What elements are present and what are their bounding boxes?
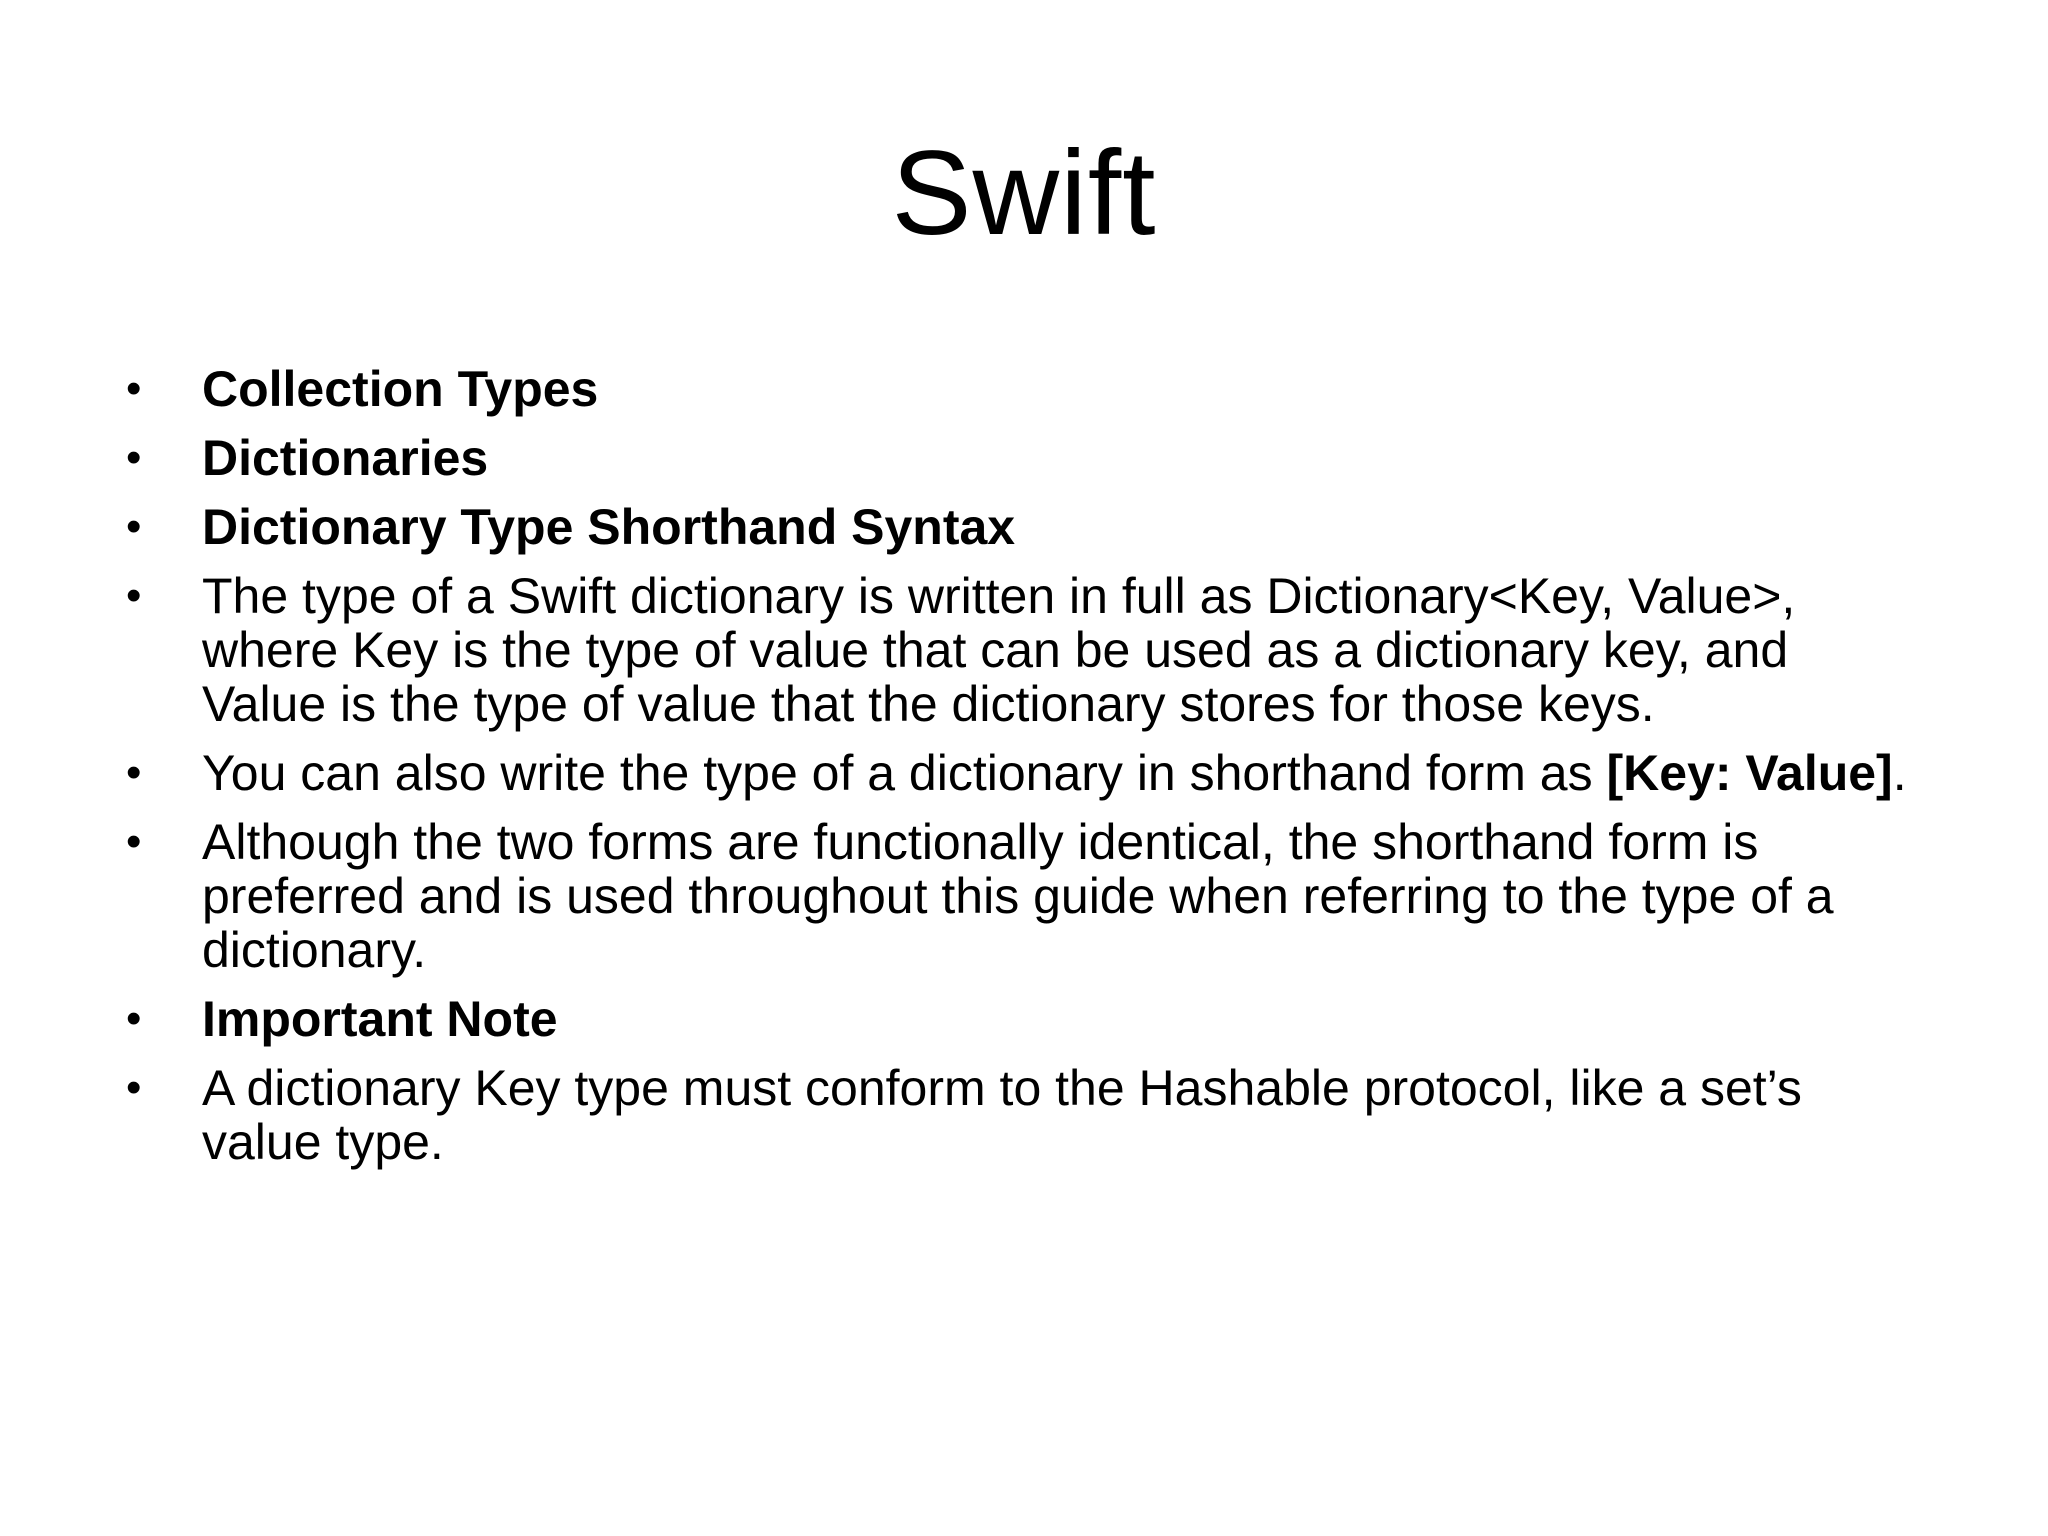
bullet-item (126, 746, 1926, 800)
bullet-text: Collection Types (202, 361, 599, 417)
bullet-item (126, 500, 1926, 554)
bullet-item (126, 992, 1926, 1046)
bullet-dot-icon: • (126, 571, 142, 620)
bullet-text: A dictionary Key type must conform to the Hashable protocol, like a set’s value type. (202, 1060, 1802, 1170)
bullet-text: Dictionary Type Shorthand Syntax (202, 499, 1016, 555)
bullet-text: The type of a Swift dictionary is written in full as Dictionary<Key, Value>, where Key is the type of value that can be used as a dictionary key, and Value is the type of value that the dictionary stores for those keys. (202, 568, 1796, 732)
bullet-dot-icon: • (126, 502, 142, 551)
bullet-text-bold: [Key: Value] (1606, 745, 1893, 801)
bullet-item (126, 362, 1926, 416)
bullet-dot-icon: • (126, 433, 142, 482)
bullet-dot-icon: • (126, 364, 142, 413)
bullet-item (126, 569, 1926, 731)
bullet-text: Although the two forms are functionally identical, the shorthand form is preferred and is used throughout this guide when referring to the type of a dictionary. (202, 814, 1834, 978)
bullet-text: Important Note (202, 991, 558, 1047)
bullet-text: Dictionaries (202, 430, 489, 486)
bullet-text: You can also write the type of a dictionary in shorthand form as (202, 745, 1607, 801)
bullet-dot-icon: • (126, 817, 142, 866)
bullet-item (126, 1061, 1926, 1169)
bullet-text: . (1892, 745, 1907, 801)
bullet-item (126, 815, 1926, 977)
bullet-item (126, 431, 1926, 485)
bullet-dot-icon: • (126, 748, 142, 797)
bullet-dot-icon: • (126, 1063, 142, 1112)
bullet-list (126, 362, 1926, 1184)
slide-title: Swift (891, 126, 1157, 260)
bullet-dot-icon: • (126, 994, 142, 1043)
